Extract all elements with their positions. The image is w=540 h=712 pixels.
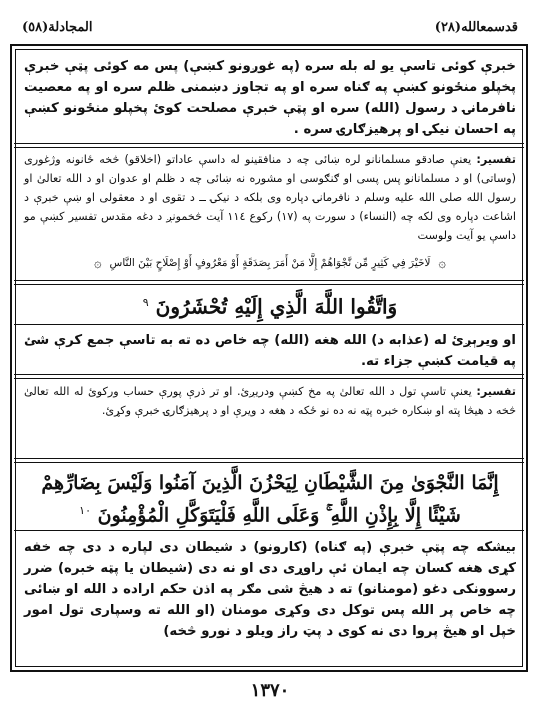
section-divider: [14, 374, 524, 379]
surah-title: المجادلة(٥٨): [22, 19, 93, 35]
arabic-verse-10: [24, 470, 516, 529]
tafsir-paragraph-1: [24, 150, 516, 245]
verse-number: ١٠: [79, 504, 91, 517]
verse-number: ٩: [142, 296, 149, 309]
translation-paragraph-1: خبرې کوئی تاسې یو له بله سره (په غوږونو کښې) پس مه کوئی پټې خبرې پخپلو منځونو کښې په ګناه سره او په تجاوز دښمنی ظلم سره او په معصیت نافرمانۍ د رسول (الله) سره او پټې خبرې مصلحت کوئ پخپلو منځونو کښې په احسان نیکۍ او پرهیزګارۍ سره .: [24, 59, 516, 137]
verse-line-1: إِنَّمَا النَّجْوَىٰ مِنَ الشَّيْطَانِ لِيَحْزُنَ الَّذِينَ آمَنُوا وَلَيْسَ بِضَارِّهِمْ: [41, 472, 499, 494]
section-divider: [14, 324, 524, 325]
translation-paragraph-3: بیشکه چه پټې خبرې (په ګناه) (کارونو) د شیطان دی لپاره د دی چه خفه کړی هغه کسان چه ایمان ئې راوړی دی او نه دی (شیطان یا پټه خبره) ضرر رسوونکی دغو (مومنانو) ته د هیڅ شی مګر په اذن حکم اراده د الله او ښائی چه خاص پر الله پس توکل دی وکړی مومنان (او الله ته وسپاری تول امور خپل او هیڅ پروا دی نه کوی د پټ راز ویلو د نورو څخه): [24, 540, 516, 639]
translation-paragraph-2: او ویرېږئ له (عذابه د) الله هغه (الله) چه خاص ده ته به تاسې جمع کرې شئ په قیامت کښې جزاء ته.: [24, 333, 516, 369]
section-divider: [14, 458, 524, 463]
arabic-verse-9: [24, 290, 516, 320]
tafsir-text: یعنې صادقو مسلمانانو لره ښائی چه د منافقینو له داسې عاداتو (اخلاقو) څخه ځانونه وژغوری (وساتی) او د مسلمانانو پس پسی او ګنګوسی او مشوره نه ښائی چه د ظلم او عدوان او د الله تعالیٰ او رسول الله صلی الله علیه وسلم د نافرمانۍ دپاره وی بلکه د نیکۍ ــ د تقوی او د معقولی او ښې خبرې د اشاعت دپاره وی لکه چه (النساء) د سورت په (١٧) رکوع ١١٤ آیت څخمونږ د دغه مقدس تفسیر کښې مو داسې یو آیت ولوست: [24, 153, 516, 242]
section-divider: [14, 530, 524, 531]
tafsir-label: تفسیر:: [476, 153, 516, 166]
page-header: [22, 10, 518, 44]
section-divider: [14, 280, 524, 285]
section-divider: [14, 143, 524, 148]
juz-title: قدسمعالله(٢٨): [434, 19, 518, 35]
verse-line-2: [24, 497, 516, 529]
tafsir-paragraph-2: [24, 382, 516, 420]
ornament-icon: ۞: [438, 255, 447, 271]
tafsir-text: یعنې تاسې تول د الله تعالیٰ په مخ کښې ودریږئ. او تر ذرې پورې حساب ورکوئ له الله تعالیٰ څخه د هیڅا پته او ښکاره خبره پټه نه ده نو ځکه د هغه د ویرې او د پرهیزګارۍ خبرې وکړئ.: [24, 385, 516, 417]
ornament-quote-text: لَاخَيْرَ فِي كَثِيرٍ مِّن نَّجْوَاهُمْ إِلَّا مَنْ أَمَرَ بِصَدَقَةٍ أَوْ مَعْرُوفٍ أَوْ إِصْلَاحٍ بَيْنَ النَّاسِ: [109, 257, 431, 269]
ornament-icon: ۞: [93, 255, 102, 271]
ornamental-quote: [90, 254, 450, 272]
page-number: ١٣٧٠: [250, 680, 290, 701]
tafsir-label: تفسیر:: [476, 385, 516, 398]
verse-text: وَاتَّقُوا اللَّهَ الَّذِي إِلَيْهِ تُحْشَرُونَ: [155, 294, 398, 319]
verse-text: شَيْئًا إِلَّا بِإِذْنِ اللَّهِ ۚ وَعَلَى اللَّهِ فَلْيَتَوَكَّلِ الْمُؤْمِنُونَ: [97, 504, 461, 527]
